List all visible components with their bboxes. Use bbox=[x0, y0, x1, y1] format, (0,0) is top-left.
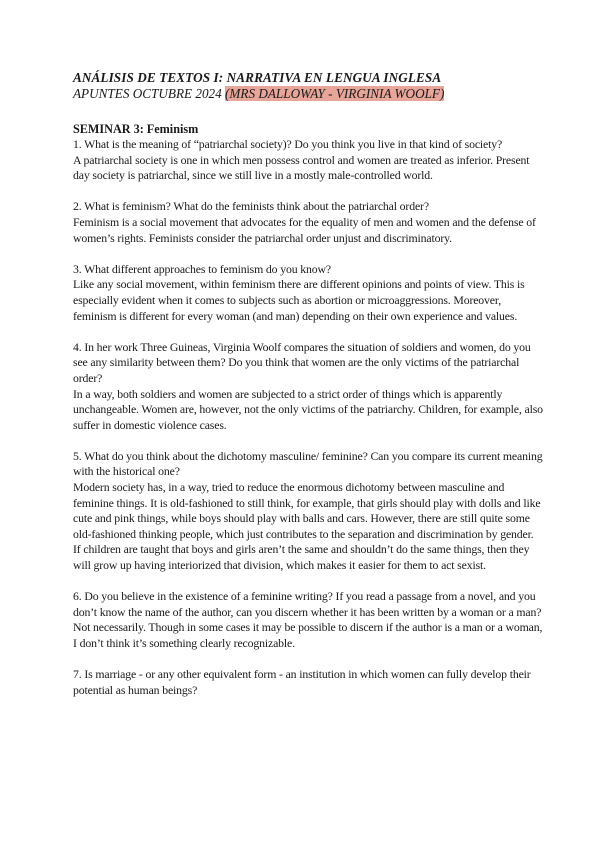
qa-block-6 bbox=[73, 589, 543, 651]
qa-block-2 bbox=[73, 199, 543, 246]
qa-block-5 bbox=[73, 449, 543, 574]
answer-4: In a way, both soldiers and women are subjected to a strict order of things which is apparently unchangeable. Women are, however, not the only victims of the patriarchy. Children, for example, also suffer in domestic violence cases. bbox=[73, 386, 543, 432]
answer-3: Like any social movement, within feminism there are different opinions and points of view. This is especially evident when it comes to subjects such as abortion or microaggressions. Moreover, feminism is different for every woman (and man) depending on their own experience and values. bbox=[73, 277, 525, 323]
answer-1: A patriarchal society is one in which men possess control and women are treated as inferior. Present day society is patriarchal, since we still live in a mostly male-controlled world. bbox=[73, 152, 530, 183]
document-subtitle bbox=[73, 86, 543, 102]
subtitle-highlight: (MRS DALLOWAY - VIRGINIA WOOLF) bbox=[225, 86, 445, 101]
document-title: ANÁLISIS DE TEXTOS I: NARRATIVA EN LENGUA INGLESA bbox=[73, 70, 442, 85]
question-1: 1. What is the meaning of “patriarchal society)? Do you think you live in that kind of society? bbox=[73, 137, 503, 151]
question-3: 3. What different approaches to feminism do you know? bbox=[73, 261, 331, 276]
qa-block-3 bbox=[73, 262, 543, 324]
seminar-heading: SEMINAR 3: Feminism bbox=[73, 122, 199, 136]
question-5: 5. What do you think about the dichotomy masculine/ feminine? Can you compare its current meaning with the historical one? bbox=[73, 448, 543, 479]
question-6: 6. Do you believe in the existence of a feminine writing? If you read a passage from a novel, and you don’t know the name of the author, can you discern whether it has been written by a woman or a man? bbox=[73, 589, 542, 619]
subtitle-text: APUNTES OCTUBRE 2024 bbox=[73, 86, 226, 101]
answer-5: Modern society has, in a way, tried to reduce the enormous dichotomy between masculine and feminine things. It is old-fashioned to still think, for example, that girls should play with dolls and like cute and pink things, while boys should play with balls and cars. However, there are still quite some old-fashioned thinking people, which just contributes to the separation and discrimination by gender. If children are taught that boys and girls aren’t the same and shouldn’t do the same things, then they will grow up having interiorized that division, which makes it easier for them to act sexist. bbox=[73, 480, 541, 573]
qa-block-4 bbox=[73, 340, 543, 434]
answer-6: Not necessarily. Though in some cases it may be possible to discern if the author is a man or a woman, I don’t think it’s something clearly recognizable. bbox=[73, 620, 543, 650]
question-2: 2. What is feminism? What do the feminists think about the patriarchal order? bbox=[73, 199, 429, 214]
answer-2: Feminism is a social movement that advocates for the equality of men and women and the defense of women’s rights. Feminists consider the patriarchal order unjust and discriminatory. bbox=[73, 214, 536, 245]
qa-block-7 bbox=[73, 667, 543, 698]
document-page bbox=[73, 70, 543, 714]
question-4: 4. In her work Three Guineas, Virginia Woolf compares the situation of soldiers and women, do you see any similarity between them? Do you think that women are the only victims of the patriarchal order? bbox=[73, 339, 531, 385]
qa-block-1 bbox=[73, 137, 543, 184]
question-7: 7. Is marriage - or any other equivalent form - an institution in which women can fully develop their potential as human beings? bbox=[73, 667, 531, 697]
